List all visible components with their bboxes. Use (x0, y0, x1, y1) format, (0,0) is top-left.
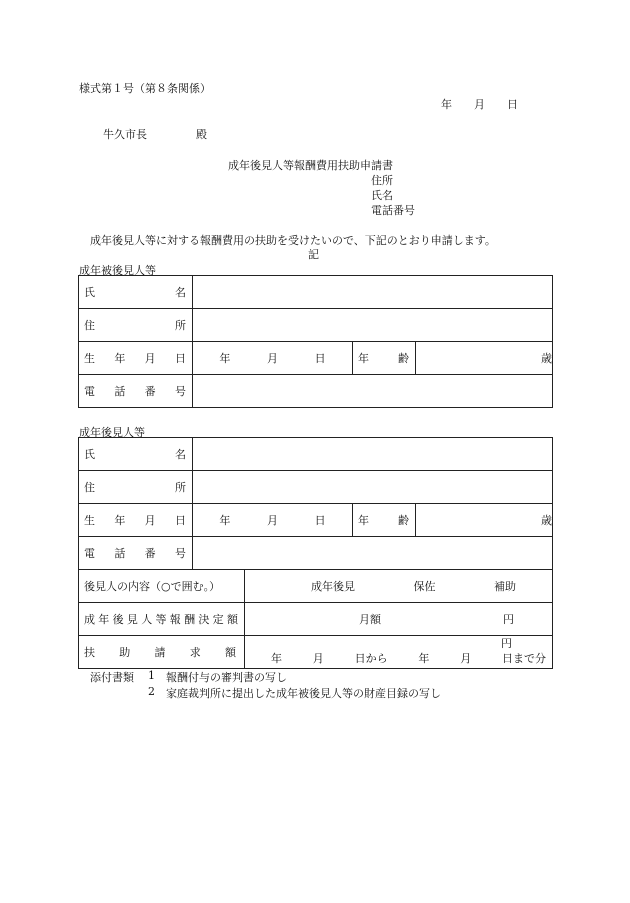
guardian-fee-row (79, 603, 553, 636)
guardian-aid-row (79, 636, 553, 669)
ward-phone-label: 電 話 番 号 (84, 385, 186, 398)
guardian-fee-field[interactable] (245, 603, 553, 636)
ki-mark: 記 (308, 248, 319, 261)
attachment-2-no: 2 (148, 685, 155, 698)
guardian-type-field[interactable] (245, 570, 553, 603)
ward-age-label: 年 齢 (358, 352, 409, 365)
guardian-name-row (79, 438, 553, 471)
intro-text: 成年後見人等に対する報酬費用の扶助を受けたいので、下記のとおり申請します。 (90, 234, 496, 247)
type-option-hojo[interactable]: 補助 (494, 580, 516, 593)
guardian-phone-field[interactable] (193, 537, 553, 570)
ward-phone-row (79, 375, 553, 408)
guardian-fee-label: 成 年 後 見 人 等 報 酬 決 定 額 (84, 613, 238, 626)
guardian-phone-row (79, 537, 553, 570)
guardian-age-label: 年 齢 (358, 514, 409, 527)
ward-address-field[interactable] (193, 309, 553, 342)
ward-birth-field[interactable]: 年 月 日 (193, 342, 353, 375)
guardian-heading: 成年後見人等 (79, 426, 145, 439)
type-option-seinen-kouken[interactable]: 成年後見 (311, 580, 355, 593)
date-line: 年 月 日 (441, 98, 518, 111)
ward-name-row (79, 276, 553, 309)
aid-period: 年 月 日から 年 月 日まで分 (271, 652, 546, 665)
form-number: 様式第１号（第８条関係） (79, 82, 211, 95)
applicant-name-label: 氏名 (371, 189, 393, 202)
guardian-type-row (79, 570, 553, 603)
ward-table (78, 275, 553, 408)
guardian-table (78, 437, 553, 669)
ward-phone-field[interactable] (193, 375, 553, 408)
attachment-2-text: 家庭裁判所に提出した成年被後見人等の財産目録の写し (166, 687, 441, 700)
aid-unit: 円 (501, 637, 512, 650)
guardian-phone-label: 電 話 番 号 (84, 547, 186, 560)
attachments-label: 添付書類 (90, 671, 134, 684)
guardian-address-row (79, 471, 553, 504)
ward-address-row (79, 309, 553, 342)
guardian-birth-field[interactable]: 年 月 日 (193, 504, 353, 537)
ward-birth-label: 生 年 月 日 (84, 352, 186, 365)
guardian-birth-label: 生 年 月 日 (84, 514, 186, 527)
ward-name-field[interactable] (193, 276, 553, 309)
fee-monthly-label: 月額 (359, 613, 381, 626)
honorific: 殿 (196, 128, 207, 141)
fee-unit: 円 (503, 613, 514, 626)
ward-heading: 成年被後見人等 (79, 264, 156, 277)
guardian-name-field[interactable] (193, 438, 553, 471)
guardian-birth-row (79, 504, 553, 537)
ward-age-field[interactable]: 歳 (416, 342, 553, 375)
document-title: 成年後見人等報酬費用扶助申請書 (228, 159, 393, 172)
guardian-age-field[interactable]: 歳 (416, 504, 553, 537)
applicant-address-label: 住所 (371, 174, 393, 187)
addressee: 牛久市長 (103, 128, 147, 141)
applicant-phone-label: 電話番号 (371, 204, 415, 217)
guardian-address-label: 住 所 (84, 481, 186, 494)
guardian-aid-field[interactable] (245, 636, 553, 669)
ward-birth-row (79, 342, 553, 375)
guardian-aid-label: 扶 助 請 求 額 (84, 646, 236, 659)
type-option-hosa[interactable]: 保佐 (413, 580, 436, 593)
ward-address-label: 住 所 (84, 319, 186, 332)
guardian-type-label: 後見人の内容（○で囲む。） (79, 570, 245, 603)
ward-name-label: 氏 名 (84, 286, 186, 299)
guardian-name-label: 氏 名 (84, 448, 186, 461)
attachment-1-text: 報酬付与の審判書の写し (166, 671, 287, 684)
guardian-address-field[interactable] (193, 471, 553, 504)
attachment-1-no: 1 (148, 669, 155, 682)
